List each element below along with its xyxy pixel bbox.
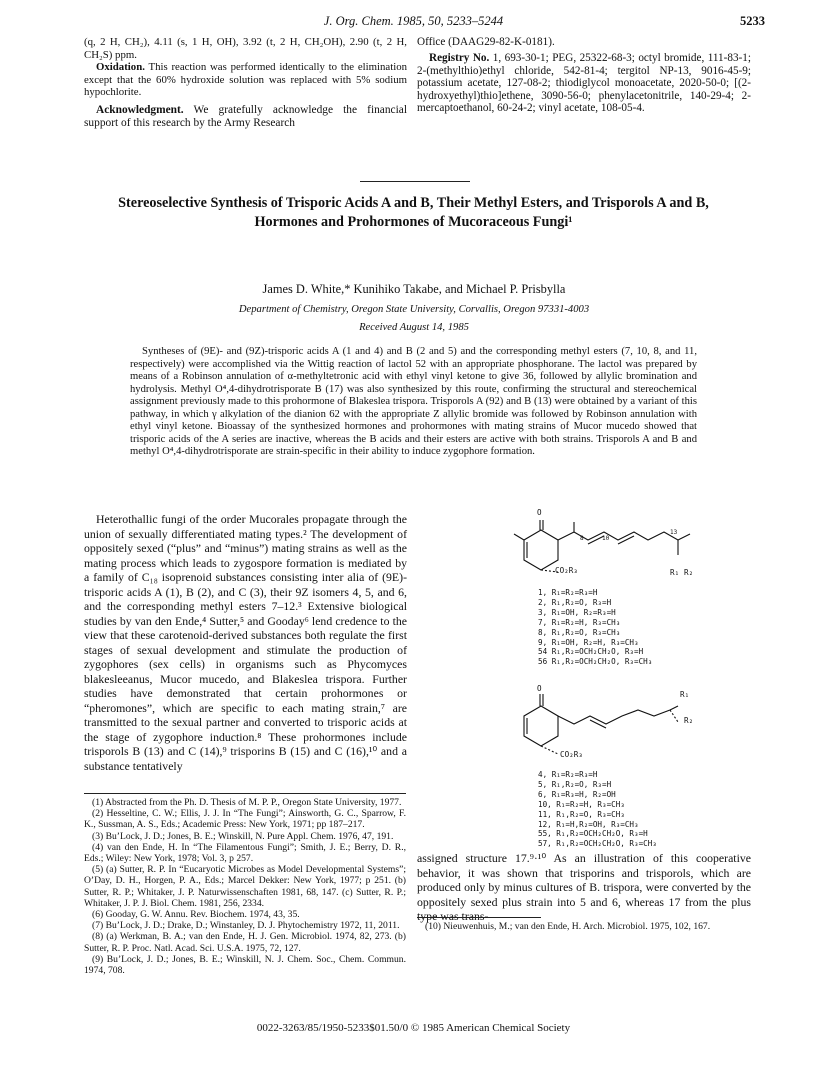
legend-line: 3, R₁=OH, R₂=R₃=H	[538, 607, 616, 617]
previous-article-right	[417, 36, 751, 114]
footnote: (9) Bu’Lock, J. D.; Jones, B. E.; Winskill, N. J. Chem. Soc., Chem. Commun. 1974, 708.	[84, 953, 406, 977]
side-chain-double-bond	[590, 720, 606, 728]
oxidation-heading: Oxidation.	[96, 61, 145, 74]
substituent-label: R₂	[684, 568, 694, 577]
ester-label: CO₂R₃	[555, 566, 578, 575]
previous-article-left	[84, 36, 407, 130]
nmr-data: (q, 2 H, CH₂), 4.11 (s, 1 H, OH), 3.92 (t, 2 H, CH₂OH), 2.90 (t, 2 H, CH₂S) ppm.	[84, 36, 407, 61]
oxidation-text: This reaction was performed identically to the elimination except that the 60% hydroxide solution was replaced with 5% sodium hypochlorite.	[84, 61, 407, 99]
legend-line: 54 R₁,R₂=OCH₂CH₂O, R₃=H	[538, 647, 644, 657]
article-affiliation: Department of Chemistry, Oregon State University, Corvallis, Oregon 97331-4003	[238, 304, 590, 315]
legend-line: 12, R₁=H,R₂=OH, R₃=CH₃	[538, 819, 639, 829]
footnote: (6) Gooday, G. W. Annu. Rev. Biochem. 1974, 43, 35.	[92, 909, 300, 921]
article-separator	[360, 181, 470, 182]
received-date: Received August 14, 1985	[359, 322, 469, 333]
acknowledgment-heading: Acknowledgment.	[96, 103, 184, 116]
legend-line: 6, R₁=R₃=H, R₂=OH	[538, 789, 616, 799]
footnotes	[84, 797, 406, 976]
side-chain-double-bond	[618, 536, 634, 544]
legend-line: 9, R₁=OH, R₂=H, R₃=CH₃	[538, 637, 639, 647]
funding-office: Office (DAAG29-82-K-0181).	[417, 36, 555, 48]
legend-line: 4, R₁=R₂=R₃=H	[538, 770, 598, 779]
position-label: 13	[670, 529, 678, 536]
structure-diagram-2	[500, 680, 700, 780]
legend-line: 55, R₁,R₂=OCH₂CH₂O, R₃=H	[538, 829, 648, 839]
side-chain	[558, 710, 670, 724]
acknowledgment-paragraph	[84, 104, 407, 130]
substituent-label: R₂	[684, 716, 694, 725]
footnote: (7) Bu’Lock, J. D.; Drake, D.; Winstanley, D. J. Phytochemistry 1972, 11, 2011.	[92, 920, 400, 932]
article-title: Stereoselective Synthesis of Trisporic Acids A and B, Their Methyl Esters, and Trisporols A and B, Hormones and Prohormones of Mucoraceous Fungi¹	[118, 195, 709, 230]
structure-legend-2	[538, 770, 657, 849]
running-header	[0, 14, 827, 32]
legend-line: 7, R₁=R₂=H, R₃=CH₃	[538, 617, 621, 627]
abstract: Syntheses of (9E)- and (9Z)-trisporic acids A (1 and 4) and B (2 and 5) and the corresponding methyl esters (7, 10, 8, and 11, respectively) were accomplished via the Wittig reaction of lactol 52 with an appropriate phosphorane. The lactol was prepared by means of a Robinson annulation of α-methyltetronic acid with ethyl vinyl ketone to give 36, followed by allylic bromination and hydrolysis. Methyl O⁴,4-dihydrotrisporate B (17) was also synthesized by this route, confirming the structural and stereochemical assignment previously made to this prohormone of Blakeslea trispora. Trisporols A (92) and B (13) were obtained by a variant of this pathway, in which γ alkylation of the dianion 62 with the appropriate Z allylic bromide was followed by Robinson annulation with ethyl vinyl ketone. Bioassay of the synthesized hormones and prohormones with mating strains of Mucor mucedo showed that trisporic acids of the A series are inactive, whereas the B acids and their esters are active with both strains. Trisporols A and B and methyl O⁴,4-dihydrotrisporate are strain-specific in their ability to induce zygophore formation.	[130, 346, 697, 457]
position-label: 8	[580, 535, 584, 542]
r1-bond	[670, 706, 678, 710]
atom-label: O	[537, 508, 542, 517]
registry-paragraph	[417, 52, 751, 114]
ring-bonds	[524, 706, 558, 746]
substituent-label: R₁	[670, 568, 680, 577]
ester-label: CO₂R₃	[560, 750, 583, 759]
registry-text: 1, 693-30-1; PEG, 25322-68-3; octyl bromide, 111-83-1; 2-(methylthio)ethyl chloride, 542-81-4; tergitol NP-13, 9016-45-9; potassium acetate, 127-08-2; thiodiglycol monoacetate, 2020-50-0; [(2-hydroxyethyl)thio]ethene, 3090-56-0; phenylacetonitrile, 140-29-4; 2-mercaptoethanol, 60-24-2; vinyl acetate, 108-05-4.	[417, 52, 751, 115]
intro-paragraph: Heterothallic fungi of the order Mucorales propagate through the union of sexually differentiated mating types.² The development of oppositely sexed (“plus” and “minus”) mating strains as well as the mating process which leads to zygospore formation is mediated by a family of C₁₈ isoprenoid substances consisting inter alia of (9E)-trisporic acids A (1), B (2), and C (3), their 9Z isomers 4, 5, and 6, and the corresponding methyl esters 7–12.³ Extensive biological studies by van den Ende,⁴ Sutter,⁵ and Gooday⁶ lend credence to the view that these carotenoid-derived substances both regulate the first stages of sexual development and stimulate the production of zygophores (sex cells) in organisms such as Phycomyces blakesleeanus, Mucor mucedo, and Blakeslea trispora. Further studies have demonstrated that certain prohormones or “pheromones”, which are specific to each mating strain,⁷ are transmitted to the sexual partner and converted to trisporic acids at the stage of zygophore induction.⁸ These prohormones include trisporols B (13) and C (14),⁹ trisporins B (15) and C (16),¹⁰ and a substance tentatively	[84, 512, 407, 773]
footnote: (5) (a) Sutter, R. P. In “Eucaryotic Microbes as Model Developmental Systems”; O’Day, D. H., Horgen, P. A., Eds.; Marcel Dekker: New York, 1977; p 251. (b) Sutter, R. P.; Whitaker, J. P. Naturwissenschaften 1981, 68, 147. (c) Sutter, R. P.; Whitaker, J. P. J. Biol. Chem. 1981, 256, 2334.	[84, 864, 406, 909]
structure-diagram-1	[500, 500, 730, 585]
legend-line: 56 R₁,R₂=OCH₂CH₂O, R₃=CH₃	[538, 657, 653, 667]
substituent-label: R₁	[680, 690, 690, 699]
journal-citation: J. Org. Chem. 1985, 50, 5233–5244	[323, 14, 504, 28]
article-authors: James D. White,* Kunihiko Takabe, and Michael P. Prisbylla	[262, 282, 566, 296]
legend-line: 11, R₁,R₂=O, R₃=CH₃	[538, 809, 625, 819]
oxidation-paragraph	[84, 61, 407, 99]
ester-bond	[541, 746, 558, 754]
legend-line: 2, R₁,R₂=O, R₃=H	[538, 597, 612, 607]
acknowledgment-text: We gratefully acknowledge the financial support of this research by the Army Research	[84, 103, 407, 129]
body-right-column: assigned structure 17.⁹·¹⁰ As an illustration of this cooperative behavior, it was shown that trisporins and trisporols, which are produced only by minus cultures of B. trispora, were converted by the oppositely sexed plus strain into 5 and 6, whereas 17 from the plus type was trans-	[417, 851, 751, 923]
body-left-column	[84, 512, 407, 773]
atom-label: O	[537, 684, 542, 693]
footnote: (8) (a) Werkman, B. A.; van den Ende, H. J. Gen. Microbiol. 1974, 82, 273. (b) Sutter, R. P. Proc. Natl. Acad. Sci. U.S.A. 1975, 72, 127.	[84, 931, 406, 954]
footnote: (4) van den Ende, H. In “The Filamentous Fungi”; Smith, J. E.; Berry, D. R., Eds.; Wiley: New York, 1978; Vol. 3, p 257.	[84, 841, 406, 865]
footnote: (1) Abstracted from the Ph. D. Thesis of M. P. P., Oregon State University, 1977.	[92, 797, 402, 808]
position-label: 10	[602, 535, 610, 542]
footnote-separator-right	[417, 917, 541, 918]
legend-line: 8, R₁,R₂=O, R₃=CH₃	[538, 627, 621, 637]
page-footer: 0022-3263/85/1950-5233$01.50/0 © 1985 American Chemical Society	[256, 1022, 571, 1034]
footnote-separator	[84, 793, 406, 794]
page-number: 5233	[740, 14, 765, 28]
footnote: (2) Hesseltine, C. W.; Ellis, J. J. In “The Fungi”; Ainsworth, G. C., Sparrow, F. K., Sussman, A. S., Eds.; Academic Press: New York, 1971; pp 187–217.	[84, 808, 406, 831]
legend-line: 5, R₁,R₂=O, R₃=H	[538, 779, 612, 789]
legend-line: 10, R₁=R₂=H, R₃=CH₃	[538, 799, 625, 809]
legend-line: 57, R₁,R₂=OCH₂CH₂O, R₃=CH₃	[538, 839, 657, 849]
methyl-bond	[514, 534, 524, 540]
registry-heading: Registry No.	[429, 52, 490, 65]
ring-bonds	[524, 530, 558, 570]
legend-line: 1, R₁=R₂=R₃=H	[538, 588, 598, 597]
r2-bond	[670, 710, 678, 722]
footnote: (3) Bu’Lock, J. D.; Jones, B. E.; Winskill, N. Pure Appl. Chem. 1976, 47, 191.	[92, 830, 394, 842]
structure-legend-1	[538, 588, 652, 667]
footnote: (10) Nieuwenhuis, M.; van den Ende, H. Arch. Microbiol. 1975, 102, 167.	[425, 921, 711, 932]
